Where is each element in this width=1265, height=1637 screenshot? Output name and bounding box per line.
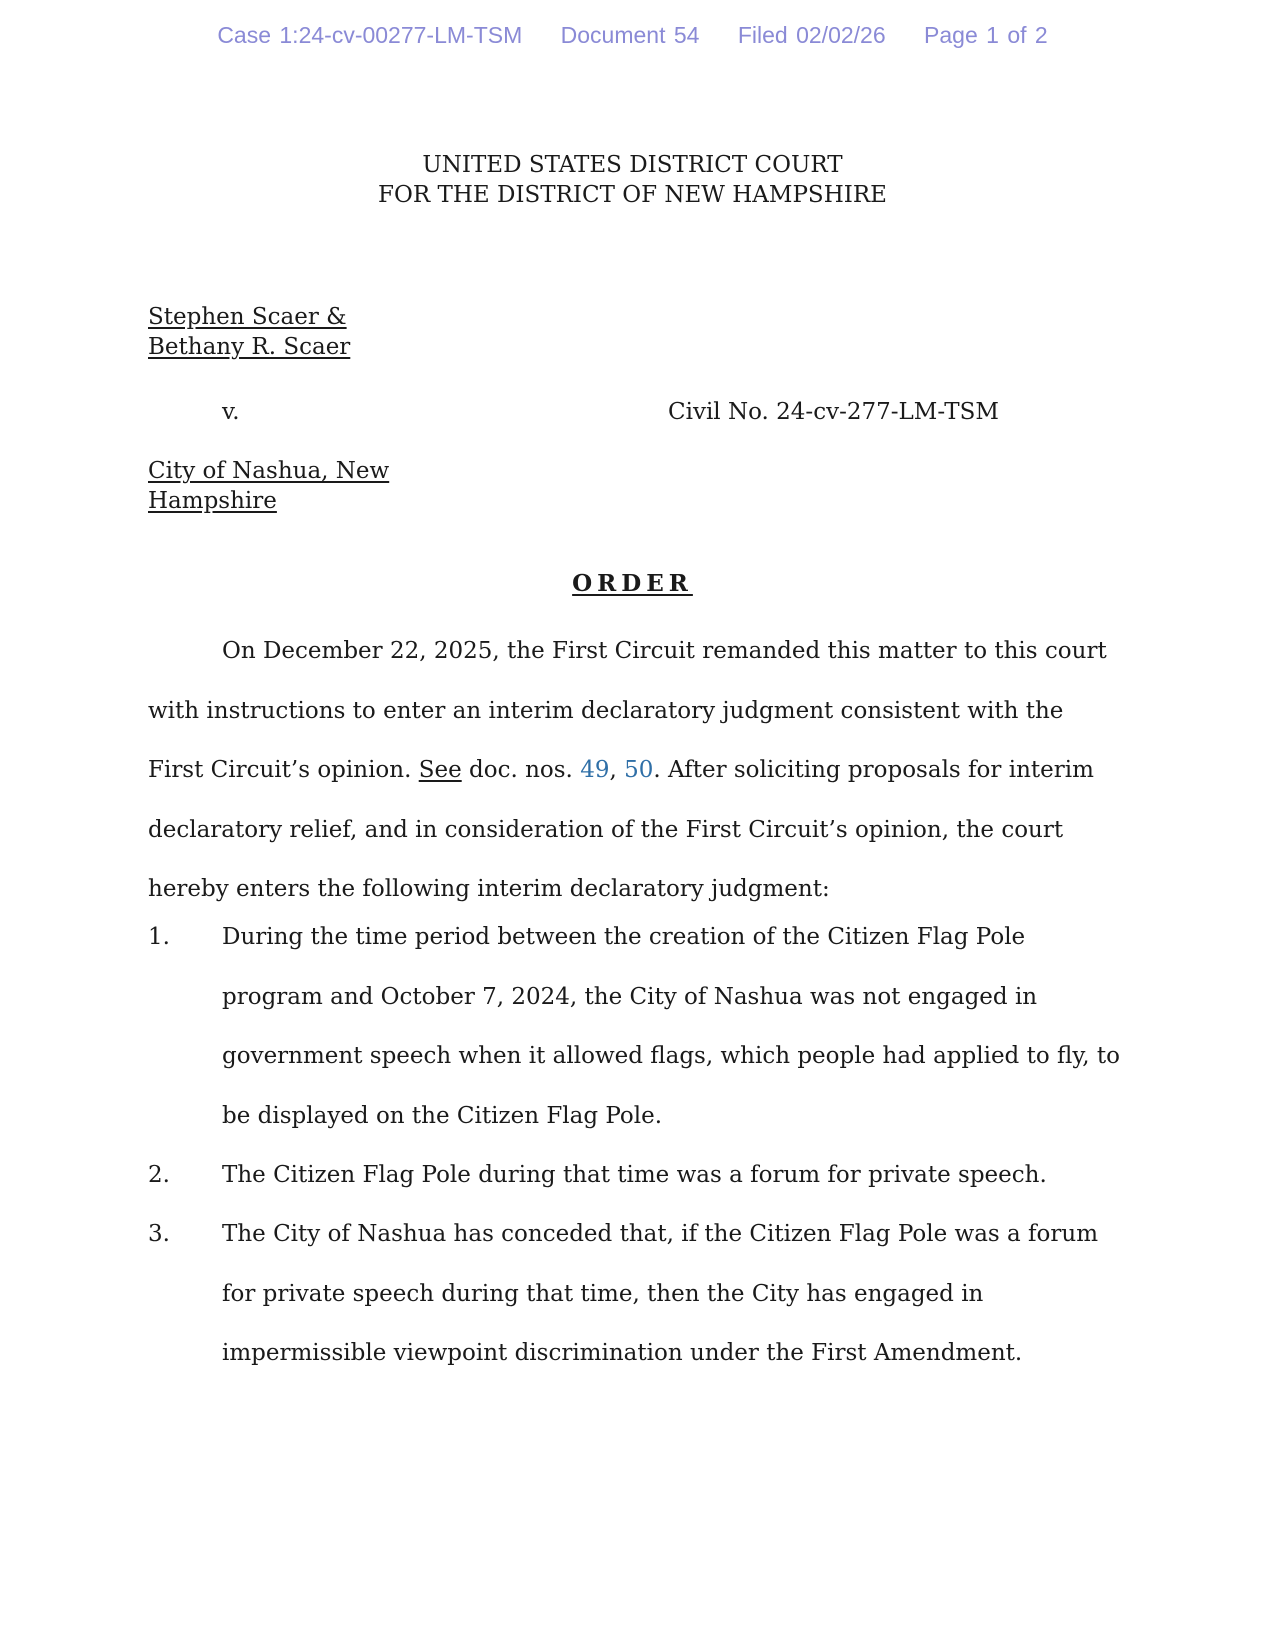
plaintiff-line-2: Bethany R. Scaer xyxy=(148,334,351,360)
doc-link-50[interactable]: 50 xyxy=(624,757,654,783)
intro-text-1: On December 22, 2025, the First Circuit remanded this matter to this court with instructions to enter an interim declaratory judgment consistent with the First Circuit’s opinion. xyxy=(148,638,1107,783)
defendant-line-1: City of Nashua, New xyxy=(148,458,390,484)
plaintiff-line-1: Stephen Scaer & xyxy=(148,304,347,330)
intro-text-2: doc. nos. xyxy=(461,757,581,783)
court-heading xyxy=(0,150,1265,210)
ecf-header-stamp xyxy=(0,22,1265,49)
case-number: Case 1:24-cv-00277-LM-TSM xyxy=(217,22,523,48)
list-item: The City of Nashua has conceded that, if the Citizen Flag Pole was a forum for private speech during that time, then the City has engaged in impermissible viewpoint discrimination under the First Amendment. xyxy=(222,1221,1099,1366)
see-signal: See xyxy=(418,757,462,783)
item-number-3: 3. xyxy=(148,1221,170,1247)
order-title: ORDER xyxy=(572,570,693,597)
page-indicator: Page 1 of 2 xyxy=(924,22,1048,48)
civil-number: Civil No. 24-cv-277-LM-TSM xyxy=(668,399,999,425)
defendant-name xyxy=(148,456,389,516)
defendant-line-2: Hampshire xyxy=(148,488,277,514)
court-line-2: FOR THE DISTRICT OF NEW HAMPSHIRE xyxy=(378,182,887,208)
court-line-1: UNITED STATES DISTRICT COURT xyxy=(422,152,843,178)
list-item: During the time period between the creation of the Citizen Flag Pole program and October 7, 2024, the City of Nashua was not engaged in government speech when it allowed flags, which people had applied to fly, to be displayed on the Citizen Flag Pole. xyxy=(222,924,1120,1129)
plaintiff-names xyxy=(148,302,350,362)
item-number-2: 2. xyxy=(148,1162,170,1188)
list-item: The Citizen Flag Pole during that time was a forum for private speech. xyxy=(222,1162,1047,1188)
intro-text-3: . After soliciting proposals for interim declaratory relief, and in consideration of the First Circuit’s opinion, the court hereby enters the following interim declaratory judgment: xyxy=(148,757,1094,902)
versus: v. xyxy=(222,399,240,425)
intro-paragraph xyxy=(148,622,1116,920)
item-number-1: 1. xyxy=(148,924,170,950)
filed-date: Filed 02/02/26 xyxy=(737,22,886,48)
doc-link-49[interactable]: 49 xyxy=(580,757,610,783)
document-number: Document 54 xyxy=(560,22,700,48)
intro-comma: , xyxy=(609,757,625,783)
